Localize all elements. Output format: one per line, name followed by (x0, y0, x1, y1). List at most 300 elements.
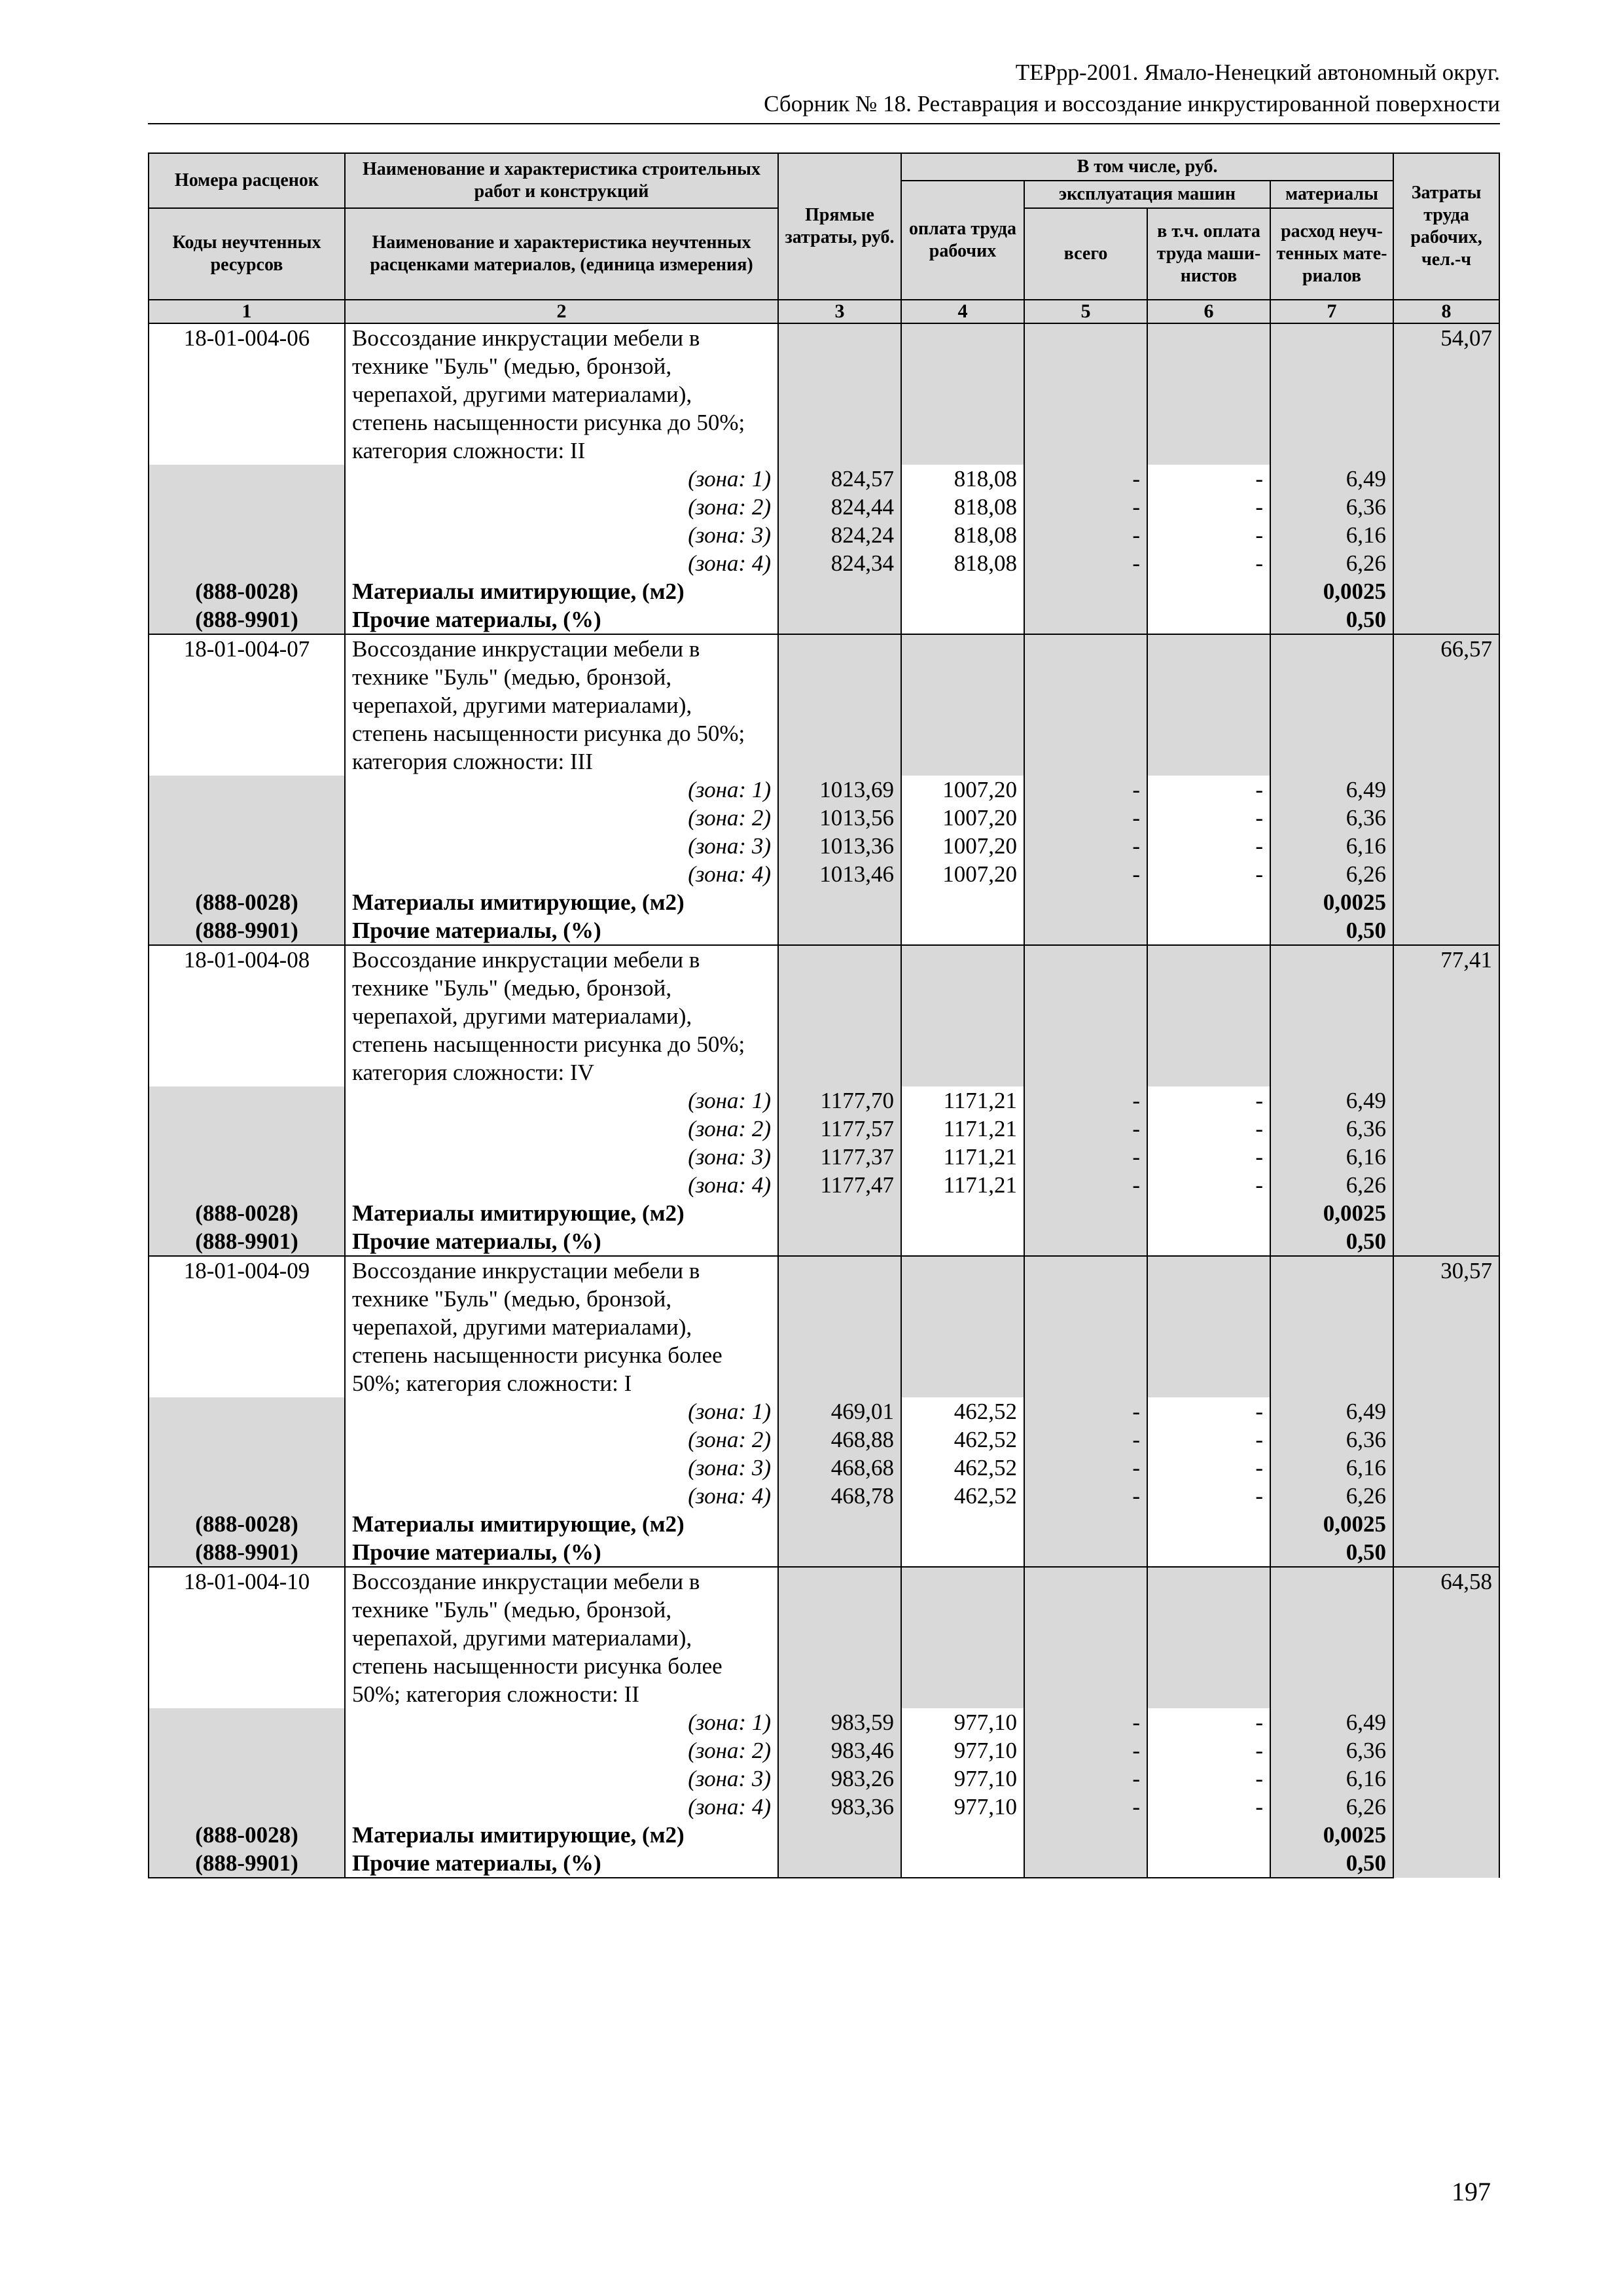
empty-cell (1147, 605, 1270, 634)
zone-row (149, 1426, 1499, 1454)
empty-cell (901, 1199, 1024, 1227)
materials-cost: 6,16 (1270, 1454, 1393, 1482)
resource-name: Материалы имитирующие, (м2) (345, 1199, 778, 1227)
empty-cell (1147, 1256, 1270, 1397)
col-materials-consumption-header: расход неуч-тенных мате-риалов (1270, 208, 1393, 300)
resource-row (149, 916, 1499, 945)
empty-cell (1270, 1256, 1393, 1397)
resource-name: Материалы имитирующие, (м2) (345, 577, 778, 605)
empty-cell (1147, 1199, 1270, 1227)
resource-row (149, 1821, 1499, 1849)
empty-cell (149, 1736, 345, 1765)
empty-cell (149, 1086, 345, 1115)
empty-cell (901, 323, 1024, 465)
rate-code: 18-01-004-08 (149, 945, 345, 1086)
worker-wages: 462,52 (901, 1482, 1024, 1510)
resource-row (149, 1227, 1499, 1256)
direct-costs: 468,88 (778, 1426, 901, 1454)
empty-cell (1024, 1567, 1147, 1708)
materials-group-header: материалы (1270, 181, 1393, 208)
zone-label: (зона: 4) (345, 1171, 778, 1199)
empty-cell (149, 521, 345, 549)
empty-cell (149, 1171, 345, 1199)
empty-cell (901, 1510, 1024, 1538)
empty-cell (149, 1454, 345, 1482)
machinists-wages: - (1147, 1482, 1270, 1510)
machines-total: - (1024, 1086, 1147, 1115)
empty-cell (901, 1256, 1024, 1397)
direct-costs: 1013,36 (778, 832, 901, 860)
zone-row (149, 832, 1499, 860)
empty-cell (1147, 1567, 1270, 1708)
zone-label: (зона: 1) (345, 776, 778, 804)
resource-row (149, 577, 1499, 605)
zone-label: (зона: 3) (345, 832, 778, 860)
zone-row (149, 1765, 1499, 1793)
table-header (149, 153, 1499, 323)
machines-total: - (1024, 1171, 1147, 1199)
direct-costs: 1013,56 (778, 804, 901, 832)
direct-costs: 469,01 (778, 1397, 901, 1426)
materials-cost: 6,16 (1270, 1143, 1393, 1171)
labor-hours: 77,41 (1393, 945, 1499, 1256)
empty-cell (1024, 1227, 1147, 1256)
materials-cost: 6,49 (1270, 1397, 1393, 1426)
empty-cell (149, 1143, 345, 1171)
machines-total: - (1024, 1736, 1147, 1765)
machines-total: - (1024, 1426, 1147, 1454)
rate-code: 18-01-004-07 (149, 634, 345, 776)
zone-row (149, 804, 1499, 832)
zone-row (149, 1708, 1499, 1736)
zone-label: (зона: 3) (345, 1765, 778, 1793)
empty-cell (778, 1821, 901, 1849)
column-number: 7 (1270, 300, 1393, 323)
zone-label: (зона: 3) (345, 521, 778, 549)
empty-cell (149, 1482, 345, 1510)
machinists-wages: - (1147, 1143, 1270, 1171)
empty-cell (149, 776, 345, 804)
empty-cell (1147, 577, 1270, 605)
zone-label: (зона: 2) (345, 493, 778, 521)
zone-row (149, 1086, 1499, 1115)
machinists-wages: - (1147, 1736, 1270, 1765)
col-work-name-header: Наименование и характеристика строительных работ и конструкций (345, 153, 778, 208)
materials-cost: 6,36 (1270, 493, 1393, 521)
empty-cell (778, 1510, 901, 1538)
col-machines-total-header: всего (1024, 208, 1147, 300)
machines-total: - (1024, 1765, 1147, 1793)
materials-cost: 6,16 (1270, 1765, 1393, 1793)
zone-row (149, 1482, 1499, 1510)
empty-cell (1024, 916, 1147, 945)
zone-row (149, 1115, 1499, 1143)
empty-cell (1147, 916, 1270, 945)
rate-row (149, 1256, 1499, 1397)
empty-cell (1270, 945, 1393, 1086)
direct-costs: 1177,37 (778, 1143, 901, 1171)
machines-total: - (1024, 776, 1147, 804)
resource-row (149, 1849, 1499, 1878)
machinists-wages: - (1147, 1708, 1270, 1736)
resource-code: (888-9901) (149, 1227, 345, 1256)
empty-cell (1024, 634, 1147, 776)
machinists-wages: - (1147, 493, 1270, 521)
empty-cell (1024, 1510, 1147, 1538)
empty-cell (149, 1765, 345, 1793)
materials-cost: 6,36 (1270, 1115, 1393, 1143)
rate-row (149, 634, 1499, 776)
running-header-title: ТЕРрр-2001. Ямало-Ненецкий автономный округ. (1015, 60, 1500, 85)
machinists-wages: - (1147, 1397, 1270, 1426)
machines-total: - (1024, 1397, 1147, 1426)
machinists-wages: - (1147, 832, 1270, 860)
zone-row (149, 1397, 1499, 1426)
resource-consumption: 0,50 (1270, 1227, 1393, 1256)
worker-wages: 977,10 (901, 1736, 1024, 1765)
zone-label: (зона: 4) (345, 549, 778, 577)
page-number: 197 (1452, 2177, 1491, 2206)
worker-wages: 1171,21 (901, 1086, 1024, 1115)
resource-consumption: 0,50 (1270, 1538, 1393, 1567)
zone-label: (зона: 1) (345, 1708, 778, 1736)
resource-code: (888-9901) (149, 916, 345, 945)
empty-cell (778, 1567, 901, 1708)
empty-cell (1024, 1849, 1147, 1878)
zone-row (149, 1736, 1499, 1765)
machinists-wages: - (1147, 1115, 1270, 1143)
machines-total: - (1024, 1143, 1147, 1171)
column-number: 2 (345, 300, 778, 323)
empty-cell (1270, 323, 1393, 465)
empty-cell (1024, 1199, 1147, 1227)
empty-cell (1024, 577, 1147, 605)
worker-wages: 818,08 (901, 549, 1024, 577)
empty-cell (778, 1849, 901, 1878)
worker-wages: 462,52 (901, 1426, 1024, 1454)
direct-costs: 1013,69 (778, 776, 901, 804)
machines-total: - (1024, 860, 1147, 888)
resource-name: Прочие материалы, (%) (345, 916, 778, 945)
empty-cell (1024, 945, 1147, 1086)
machinists-wages: - (1147, 1454, 1270, 1482)
empty-cell (1024, 323, 1147, 465)
rate-description: Воссоздание инкрустации мебели в технике "Буль" (медью, бронзой, черепахой, другими материалами), степень насыщенности рисунка до 50%; категория сложности: IV (345, 945, 778, 1086)
machinists-wages: - (1147, 1426, 1270, 1454)
zone-label: (зона: 3) (345, 1143, 778, 1171)
empty-cell (778, 916, 901, 945)
machines-total: - (1024, 521, 1147, 549)
empty-cell (1147, 1227, 1270, 1256)
machines-total: - (1024, 1708, 1147, 1736)
zone-row (149, 521, 1499, 549)
empty-cell (1147, 1821, 1270, 1849)
resource-name: Прочие материалы, (%) (345, 1227, 778, 1256)
machines-total: - (1024, 1793, 1147, 1821)
resource-code: (888-9901) (149, 605, 345, 634)
column-number: 6 (1147, 300, 1270, 323)
empty-cell (149, 860, 345, 888)
resource-consumption: 0,0025 (1270, 888, 1393, 916)
empty-cell (778, 605, 901, 634)
machines-group-header: эксплуатация машин (1024, 181, 1270, 208)
resource-consumption: 0,0025 (1270, 577, 1393, 605)
worker-wages: 818,08 (901, 493, 1024, 521)
machines-total: - (1024, 465, 1147, 493)
empty-cell (901, 945, 1024, 1086)
rate-description: Воссоздание инкрустации мебели в технике "Буль" (медью, бронзой, черепахой, другими материалами), степень насыщенности рисунка до 50%; категория сложности: II (345, 323, 778, 465)
empty-cell (149, 1115, 345, 1143)
zone-label: (зона: 1) (345, 1086, 778, 1115)
empty-cell (901, 1538, 1024, 1567)
resource-name: Материалы имитирующие, (м2) (345, 888, 778, 916)
machinists-wages: - (1147, 549, 1270, 577)
zone-row (149, 1793, 1499, 1821)
zone-label: (зона: 4) (345, 1793, 778, 1821)
worker-wages: 818,08 (901, 465, 1024, 493)
empty-cell (149, 465, 345, 493)
empty-cell (778, 1199, 901, 1227)
machinists-wages: - (1147, 1793, 1270, 1821)
empty-cell (1024, 1538, 1147, 1567)
materials-cost: 6,16 (1270, 832, 1393, 860)
resource-consumption: 0,50 (1270, 605, 1393, 634)
direct-costs: 824,57 (778, 465, 901, 493)
empty-cell (1024, 605, 1147, 634)
empty-cell (1024, 1256, 1147, 1397)
worker-wages: 462,52 (901, 1454, 1024, 1482)
machines-total: - (1024, 493, 1147, 521)
empty-cell (778, 1227, 901, 1256)
empty-cell (149, 804, 345, 832)
empty-cell (901, 1567, 1024, 1708)
empty-cell (149, 1426, 345, 1454)
empty-cell (778, 1538, 901, 1567)
empty-cell (1024, 1821, 1147, 1849)
col-rate-numbers-header: Номера расценок (149, 153, 345, 208)
worker-wages: 462,52 (901, 1397, 1024, 1426)
machines-total: - (1024, 832, 1147, 860)
direct-costs: 468,68 (778, 1454, 901, 1482)
materials-cost: 6,36 (1270, 1736, 1393, 1765)
machines-total: - (1024, 1115, 1147, 1143)
empty-cell (778, 323, 901, 465)
rate-code: 18-01-004-06 (149, 323, 345, 465)
machinists-wages: - (1147, 776, 1270, 804)
empty-cell (1147, 323, 1270, 465)
rate-description: Воссоздание инкрустации мебели в технике "Буль" (медью, бронзой, черепахой, другими материалами), степень насыщенности рисунка до 50%; категория сложности: III (345, 634, 778, 776)
zone-row (149, 465, 1499, 493)
col-resource-codes-header: Коды неучтенных ресурсов (149, 208, 345, 300)
zone-row (149, 493, 1499, 521)
resource-row (149, 605, 1499, 634)
zone-label: (зона: 1) (345, 1397, 778, 1426)
direct-costs: 983,59 (778, 1708, 901, 1736)
resource-name: Прочие материалы, (%) (345, 605, 778, 634)
worker-wages: 977,10 (901, 1765, 1024, 1793)
resource-row (149, 888, 1499, 916)
empty-cell (901, 605, 1024, 634)
direct-costs: 1177,47 (778, 1171, 901, 1199)
resource-consumption: 0,0025 (1270, 1199, 1393, 1227)
empty-cell (1147, 1510, 1270, 1538)
worker-wages: 1171,21 (901, 1115, 1024, 1143)
col-direct-costs-header: Прямые затраты, руб. (778, 153, 901, 300)
resource-name: Прочие материалы, (%) (345, 1849, 778, 1878)
worker-wages: 977,10 (901, 1708, 1024, 1736)
resource-row (149, 1538, 1499, 1567)
rate-row (149, 323, 1499, 465)
machinists-wages: - (1147, 465, 1270, 493)
machinists-wages: - (1147, 1765, 1270, 1793)
zone-row (149, 776, 1499, 804)
machinists-wages: - (1147, 1086, 1270, 1115)
column-number: 4 (901, 300, 1024, 323)
resource-code: (888-0028) (149, 1821, 345, 1849)
empty-cell (149, 1397, 345, 1426)
resource-code: (888-9901) (149, 1538, 345, 1567)
col-materials-name-header: Наименование и характеристика неучтенных расценками материалов, (единица измерения) (345, 208, 778, 300)
machines-total: - (1024, 804, 1147, 832)
rate-description: Воссоздание инкрустации мебели в технике "Буль" (медью, бронзой, черепахой, другими материалами), степень насыщенности рисунка более 50%; категория сложности: I (345, 1256, 778, 1397)
rate-row (149, 945, 1499, 1086)
empty-cell (778, 888, 901, 916)
column-numbers-row (149, 300, 1499, 323)
materials-cost: 6,26 (1270, 1793, 1393, 1821)
col-wages-header: оплата труда рабочих (901, 181, 1024, 300)
rate-code: 18-01-004-10 (149, 1567, 345, 1708)
worker-wages: 818,08 (901, 521, 1024, 549)
zone-label: (зона: 1) (345, 465, 778, 493)
empty-cell (149, 1793, 345, 1821)
resource-code: (888-0028) (149, 1199, 345, 1227)
column-number: 3 (778, 300, 901, 323)
labor-hours: 64,58 (1393, 1567, 1499, 1878)
column-number: 5 (1024, 300, 1147, 323)
including-group-header: В том числе, руб. (901, 153, 1393, 181)
direct-costs: 824,44 (778, 493, 901, 521)
resource-code: (888-0028) (149, 1510, 345, 1538)
zone-label: (зона: 2) (345, 1115, 778, 1143)
direct-costs: 824,34 (778, 549, 901, 577)
labor-hours: 54,07 (1393, 323, 1499, 634)
empty-cell (778, 1256, 901, 1397)
empty-cell (901, 577, 1024, 605)
empty-cell (1270, 634, 1393, 776)
resource-name: Материалы имитирующие, (м2) (345, 1821, 778, 1849)
zone-label: (зона: 3) (345, 1454, 778, 1482)
empty-cell (778, 577, 901, 605)
zone-label: (зона: 2) (345, 1426, 778, 1454)
zone-label: (зона: 2) (345, 1736, 778, 1765)
direct-costs: 824,24 (778, 521, 901, 549)
zone-row (149, 1454, 1499, 1482)
worker-wages: 1007,20 (901, 776, 1024, 804)
empty-cell (149, 1708, 345, 1736)
materials-cost: 6,26 (1270, 1171, 1393, 1199)
col-labor-hours-header: Затраты труда рабочих, чел.-ч (1393, 153, 1499, 300)
rate-row (149, 1567, 1499, 1708)
empty-cell (1147, 945, 1270, 1086)
rate-description: Воссоздание инкрустации мебели в технике "Буль" (медью, бронзой, черепахой, другими материалами), степень насыщенности рисунка более 50%; категория сложности: II (345, 1567, 778, 1708)
direct-costs: 1177,57 (778, 1115, 901, 1143)
direct-costs: 983,36 (778, 1793, 901, 1821)
zone-row (149, 860, 1499, 888)
table-body (149, 323, 1499, 1878)
empty-cell (1024, 888, 1147, 916)
resource-row (149, 1510, 1499, 1538)
zone-label: (зона: 2) (345, 804, 778, 832)
empty-cell (778, 945, 901, 1086)
materials-cost: 6,49 (1270, 1086, 1393, 1115)
zone-row (149, 1143, 1499, 1171)
labor-hours: 30,57 (1393, 1256, 1499, 1567)
machinists-wages: - (1147, 860, 1270, 888)
resource-consumption: 0,0025 (1270, 1821, 1393, 1849)
empty-cell (149, 493, 345, 521)
resource-row (149, 1199, 1499, 1227)
materials-cost: 6,49 (1270, 776, 1393, 804)
materials-cost: 6,36 (1270, 1426, 1393, 1454)
materials-cost: 6,49 (1270, 465, 1393, 493)
resource-name: Материалы имитирующие, (м2) (345, 1510, 778, 1538)
resource-code: (888-0028) (149, 888, 345, 916)
empty-cell (1147, 1538, 1270, 1567)
materials-cost: 6,16 (1270, 521, 1393, 549)
worker-wages: 1007,20 (901, 860, 1024, 888)
empty-cell (1147, 1849, 1270, 1878)
resource-consumption: 0,50 (1270, 916, 1393, 945)
direct-costs: 468,78 (778, 1482, 901, 1510)
empty-cell (1270, 1567, 1393, 1708)
empty-cell (778, 634, 901, 776)
materials-cost: 6,36 (1270, 804, 1393, 832)
machines-total: - (1024, 1454, 1147, 1482)
zone-label: (зона: 4) (345, 1482, 778, 1510)
worker-wages: 1171,21 (901, 1143, 1024, 1171)
direct-costs: 983,46 (778, 1736, 901, 1765)
machinists-wages: - (1147, 521, 1270, 549)
col-machinists-wages-header: в т.ч. оплата труда маши-нистов (1147, 208, 1270, 300)
materials-cost: 6,26 (1270, 1482, 1393, 1510)
direct-costs: 983,26 (778, 1765, 901, 1793)
resource-code: (888-9901) (149, 1849, 345, 1878)
machinists-wages: - (1147, 804, 1270, 832)
empty-cell (901, 1849, 1024, 1878)
empty-cell (149, 549, 345, 577)
zone-label: (зона: 4) (345, 860, 778, 888)
rate-code: 18-01-004-09 (149, 1256, 345, 1397)
machines-total: - (1024, 1482, 1147, 1510)
labor-hours: 66,57 (1393, 634, 1499, 945)
empty-cell (901, 1821, 1024, 1849)
empty-cell (901, 888, 1024, 916)
worker-wages: 1007,20 (901, 832, 1024, 860)
resource-name: Прочие материалы, (%) (345, 1538, 778, 1567)
materials-cost: 6,26 (1270, 549, 1393, 577)
direct-costs: 1013,46 (778, 860, 901, 888)
resource-consumption: 0,0025 (1270, 1510, 1393, 1538)
worker-wages: 977,10 (901, 1793, 1024, 1821)
empty-cell (1147, 634, 1270, 776)
zone-row (149, 1171, 1499, 1199)
header-rule (148, 123, 1500, 124)
materials-cost: 6,49 (1270, 1708, 1393, 1736)
column-number: 1 (149, 300, 345, 323)
worker-wages: 1007,20 (901, 804, 1024, 832)
resource-consumption: 0,50 (1270, 1849, 1393, 1878)
zone-row (149, 549, 1499, 577)
